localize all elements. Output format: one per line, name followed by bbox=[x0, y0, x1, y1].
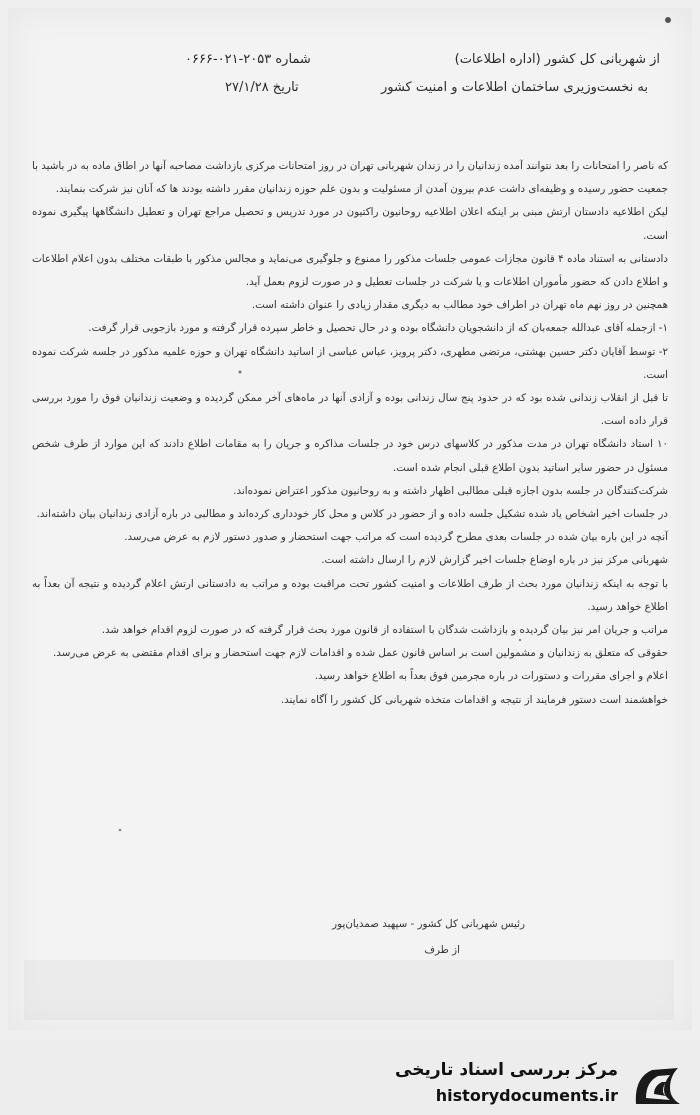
paragraph: که ناصر را امتحانات‌ را بعد نتوانند آمده زندانیان را در زندان شهربانی تهران در روز امتحانات مرکزی بازداشت مصاحبه آنها در اطاق ماده به در باشید با جمعیت حضور رسیده و وظیفه‌ای داشت عدم بیرون آمدن از مسئولیت و بدون علم حوزه زندانیان مقرر داشته بودند ها که آنان نیز شرکت بنمایند. bbox=[32, 160, 668, 196]
paragraph: همچنین در روز نهم ماه تهران در اطراف خود مطالب به دیگری مقدار زیادی را عنوان داشته است. bbox=[251, 299, 668, 312]
paragraph: شرکت‌کنندگان در جلسه بدون اجازه قبلی مطالبی اظهار داشته و به روحانیون مذکور اعتراض نموده‌اند. bbox=[233, 484, 668, 497]
signature-line: رئیس شهربانی کل کشور - سپهبد صمدیان‌پور bbox=[332, 918, 525, 930]
header-recipient: به نخست‌وزیری ساختمان اطلاعات و امنیت کشور bbox=[380, 80, 648, 95]
header-number: شماره ۲۰۵۳-۰۲۱-۰۶۶۶ bbox=[185, 52, 311, 67]
watermark-title: مرکز بررسی اسناد تاریخی bbox=[395, 1060, 618, 1080]
paragraph: اعلام و اجرای مقررات و دستورات در باره مجرمین فوق بعداً به اطلاع خواهد رسید. bbox=[314, 670, 668, 683]
paragraph: لیکن اطلاعیه دادستان ارتش مبنی بر اینکه اعلان اطلاعیه روحانیون راکتیون در مورد تدریس و تحصیل مراجع تهران و تعطیل دانشگاهها پیگیری نموده است. bbox=[32, 206, 668, 242]
paragraph: حقوقی که متعلق به زندانیان و مشمولین است بر اساس قانون عمل شده و اقدامات لازم جهت استحضار و برای اقدام مقتضی به عرض می‌رسد. bbox=[53, 647, 668, 660]
paragraph: با توجه به اینکه زندانیان مورد بحث از طرف اطلاعات و امنیت کشور تحت مراقبت بوده و مراتب به دادستانی ارتش اعلام گردیده و نتیجه آن بعداً به اطلاع خواهد رسید. bbox=[32, 577, 668, 613]
paragraph: ۲- توسط آقایان دکتر حسین بهشتی، مرتضی مطهری، دکتر پرویز، عباس عباسی از اساتید دانشگاه تهران و حوزه علمیه مذکور در جلسه شرکت نموده است. bbox=[32, 345, 668, 381]
paragraph: در جلسات اخیر اشخاص یاد شده تشکیل جلسه داده و از حضور در کلاس و محل کار خودداری کرده‌اند و مطالبی در باره آزادی زندانیان بیان داشته‌اند. bbox=[36, 508, 668, 521]
paragraph: خواهشمند است دستور فرمایند از نتیجه و اقدامات متخذه شهربانی کل کشور را آگاه نمایند. bbox=[280, 693, 668, 706]
header-date: تاریخ ۲۷/۱/۲۸ bbox=[225, 80, 299, 95]
paragraph: مراتب و جریان امر نیز بیان گردیده و بازداشت شدگان با استفاده از قانون مورد بحث قرار گرفته که در صورت لزوم اقدام خواهد شد. bbox=[101, 624, 668, 637]
watermark-url: historydocuments.ir bbox=[435, 1086, 618, 1105]
paragraph: شهربانی مرکز نیز در باره اوضاع جلسات اخیر گزارش لازم را ارسال داشته است. bbox=[321, 554, 668, 567]
paragraph: آنچه در این باره بیان شده در جلسات بعدی مطرح گردیده است که مراتب جهت استحضار و صدور دستور لازم به عرض می‌رسد. bbox=[124, 531, 668, 544]
header-sender: از شهربانی کل کشور (اداره اطلاعات) bbox=[454, 52, 660, 67]
paragraph: ۱- ازجمله آقای عبدالله جمعه‌بان که از دانشجویان دانشگاه بوده و در حال تحصیل و خاطر سپرده قرار گرفته و مورد بازجویی قرار گرفت. bbox=[88, 322, 668, 335]
signature-on-behalf: از طرف bbox=[424, 944, 460, 956]
archive-logo-icon bbox=[630, 1064, 688, 1108]
letter-body bbox=[32, 155, 668, 712]
paragraph: دادستانی به استناد ماده ۴ قانون مجازات عمومی جلسات مذکور را ممنوع و جلوگیری می‌نماید و مجالس مذکور با طبقات مختلف بدون اعلام اطلاعات و اطلاع دادن که حضور مأموران اطلاعات و یا شرکت در جلسات تعطیل و در صورت لزوم بعمل آید. bbox=[32, 252, 669, 289]
paragraph: ۱۰ استاد دانشگاه تهران در مدت مذکور در کلاسهای درس خود در جلسات مذاکره و جریان را به مقامات اطلاع دادند که این موارد از طرف شخص مسئول در حضور سایر اساتید بدون اطلاع قبلی انجام شده است. bbox=[32, 438, 668, 474]
paragraph: تا قبل از انقلاب زندانی شده بود که در حدود پنج سال زندانی بوده و آزادی آنها در ماه‌های آخر ممکن گردیده و وضعیت زندانیان فوق را مورد بررسی قرار داده است. bbox=[32, 392, 668, 428]
